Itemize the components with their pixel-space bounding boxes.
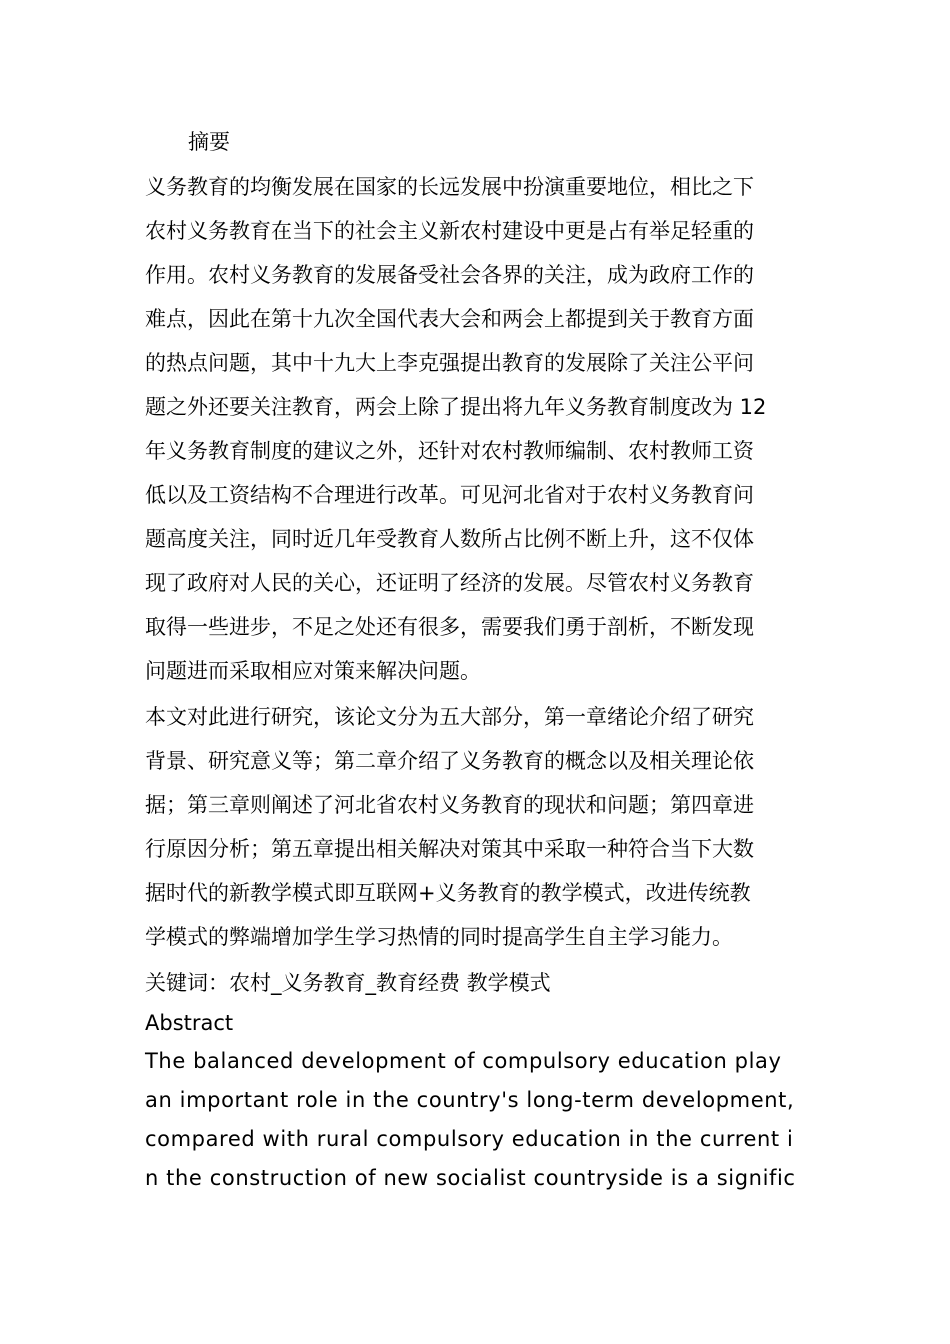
- text-line: 年义务教育制度的建议之外，还针对农村教师编制、农村教师工资: [145, 439, 754, 463]
- text-line: 低以及工资结构不合理进行改革。可见河北省对于农村义务教育问: [145, 483, 754, 507]
- text-line: 现了政府对人民的关心，还证明了经济的发展。尽管农村义务教育: [145, 571, 754, 595]
- abstract-heading-en: Abstract: [145, 1011, 234, 1035]
- text-line: 农村义务教育在当下的社会主义新农村建设中更是占有举足轻重的: [145, 219, 754, 243]
- text-line: compared with rural compulsory education in the current i: [145, 1127, 794, 1151]
- text-line: 据时代的新教学模式即互联网+义务教育的教学模式，改进传统教: [145, 881, 751, 905]
- text-line: 难点，因此在第十九次全国代表大会和两会上都提到关于教育方面: [145, 307, 754, 331]
- text-line: 义务教育的均衡发展在国家的长远发展中扮演重要地位，相比之下: [145, 175, 754, 199]
- text-line: 的热点问题，其中十九大上李克强提出教育的发展除了关注公平问: [145, 351, 754, 375]
- text-line: n the construction of new socialist countryside is a signific: [145, 1166, 796, 1190]
- text-line: 题之外还要关注教育，两会上除了提出将九年义务教育制度改为 12: [145, 395, 767, 419]
- text-line: 行原因分析；第五章提出相关解决对策其中采取一种符合当下大数: [145, 837, 754, 861]
- text-line: 取得一些进步，不足之处还有很多，需要我们勇于剖析，不断发现: [145, 615, 754, 639]
- text-line: 据；第三章则阐述了河北省农村义务教育的现状和问题；第四章进: [145, 793, 754, 817]
- text-line: 问题进而采取相应对策来解决问题。: [145, 659, 481, 683]
- text-line: 作用。农村义务教育的发展备受社会各界的关注，成为政府工作的: [145, 263, 754, 287]
- text-line: 本文对此进行研究，该论文分为五大部分，第一章绪论介绍了研究: [145, 705, 754, 729]
- abstract-heading-zh: 摘要: [188, 130, 230, 154]
- text-line: 背景、研究意义等；第二章介绍了义务教育的概念以及相关理论依: [145, 749, 754, 773]
- text-line: an important role in the country's long-term development,: [145, 1088, 795, 1112]
- text-line: The balanced development of compulsory education play: [145, 1049, 782, 1073]
- keywords-line: 关键词：农村_义务教育_教育经费 教学模式: [145, 971, 551, 995]
- text-line: 题高度关注，同时近几年受教育人数所占比例不断上升，这不仅体: [145, 527, 754, 551]
- text-line: 学模式的弊端增加学生学习热情的同时提高学生自主学习能力。: [145, 925, 733, 949]
